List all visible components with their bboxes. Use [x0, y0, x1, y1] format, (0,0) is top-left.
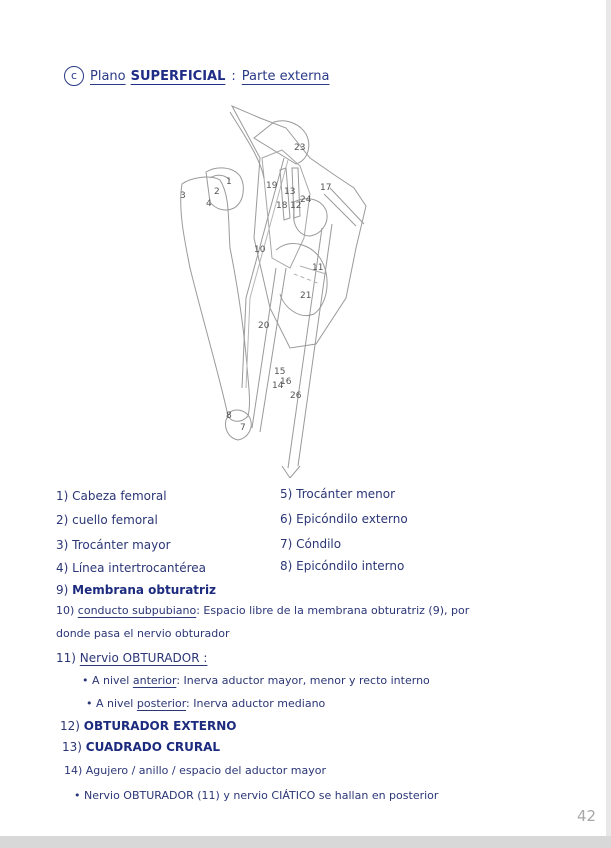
bullet-posterior-text: : Inerva aductor mediano [186, 697, 326, 710]
label-21: 21 [300, 291, 312, 301]
page-number: 42 [577, 807, 597, 825]
page-edge-bottom [0, 836, 611, 848]
note-12 [60, 718, 236, 734]
header-superficial: SUPERFICIAL [130, 68, 226, 84]
bullet-anterior-text: : Inerva aductor mayor, menor y recto interno [176, 674, 430, 687]
bullet-posterior-prefix: • A nivel [86, 697, 134, 710]
femur-anatomy-drawing [150, 98, 390, 478]
label-2: 2 [214, 187, 220, 197]
note-12-number: 12) [60, 719, 80, 733]
note-11-term: Nervio OBTURADOR : [79, 651, 208, 665]
bullet-posterior-term: posterior [136, 697, 187, 710]
note-13-text: CUADRADO CRURAL [85, 740, 221, 754]
legend-item-7: 7) Cóndilo [280, 537, 342, 551]
note-10-continued: donde pasa el nervio obturador [56, 627, 230, 640]
label-18: 18 [276, 201, 288, 211]
label-12: 12 [290, 201, 302, 211]
header-part: Parte externa [241, 68, 330, 84]
legend-item-2: 2) cuello femoral [56, 513, 158, 527]
section-header [64, 64, 329, 88]
label-24: 24 [300, 195, 312, 205]
label-16: 16 [280, 377, 292, 387]
label-7: 7 [240, 423, 246, 433]
note-10 [56, 603, 469, 619]
section-letter: c [64, 66, 84, 86]
note-9-text: Membrana obturatriz [72, 583, 217, 597]
note-11-bullet-anterior [82, 673, 430, 689]
page-edge-right [606, 0, 611, 848]
label-23: 23 [294, 143, 306, 153]
note-12-text: OBTURADOR EXTERNO [83, 719, 237, 733]
note-10-term: conducto subpubiano [77, 604, 197, 617]
legend-item-3: 3) Trocánter mayor [56, 538, 171, 552]
note-14: 14) Agujero / anillo / espacio del aductor mayor [64, 764, 326, 777]
label-8: 8 [226, 411, 232, 421]
label-17: 17 [320, 183, 332, 193]
note-9-number: 9) [56, 583, 69, 597]
label-13: 13 [284, 187, 296, 197]
label-15: 15 [274, 367, 286, 377]
label-14: 14 [272, 381, 284, 391]
header-colon: : [231, 68, 236, 84]
legend-item-4: 4) Línea intertrocantérea [56, 561, 207, 575]
legend-item-5: 5) Trocánter menor [280, 487, 396, 501]
note-9 [56, 582, 216, 598]
legend-item-6: 6) Epicóndilo externo [280, 512, 408, 526]
label-11: 11 [312, 263, 324, 273]
label-19: 19 [266, 181, 278, 191]
note-14-bullet: • Nervio OBTURADOR (11) y nervio CIÁTICO se hallan en posterior [74, 789, 439, 802]
legend-item-1: 1) Cabeza femoral [56, 489, 167, 503]
note-10-text: : Espacio libre de la membrana obturatriz (9), por [196, 604, 470, 617]
header-plano: Plano [90, 68, 126, 84]
label-20: 20 [258, 321, 270, 331]
legend-item-8: 8) Epicóndilo interno [280, 559, 405, 573]
bullet-anterior-prefix: • A nivel [82, 674, 130, 687]
label-4: 4 [206, 199, 212, 209]
label-3: 3 [180, 191, 186, 201]
label-10: 10 [254, 245, 266, 255]
note-13 [62, 739, 220, 755]
bullet-anterior-term: anterior [132, 674, 177, 687]
label-1: 1 [226, 177, 232, 187]
note-11-bullet-posterior [86, 696, 325, 712]
note-11 [56, 650, 207, 666]
note-11-number: 11) [56, 651, 76, 665]
label-26: 26 [290, 391, 302, 401]
note-10-number: 10) [56, 604, 75, 617]
note-13-number: 13) [62, 740, 82, 754]
